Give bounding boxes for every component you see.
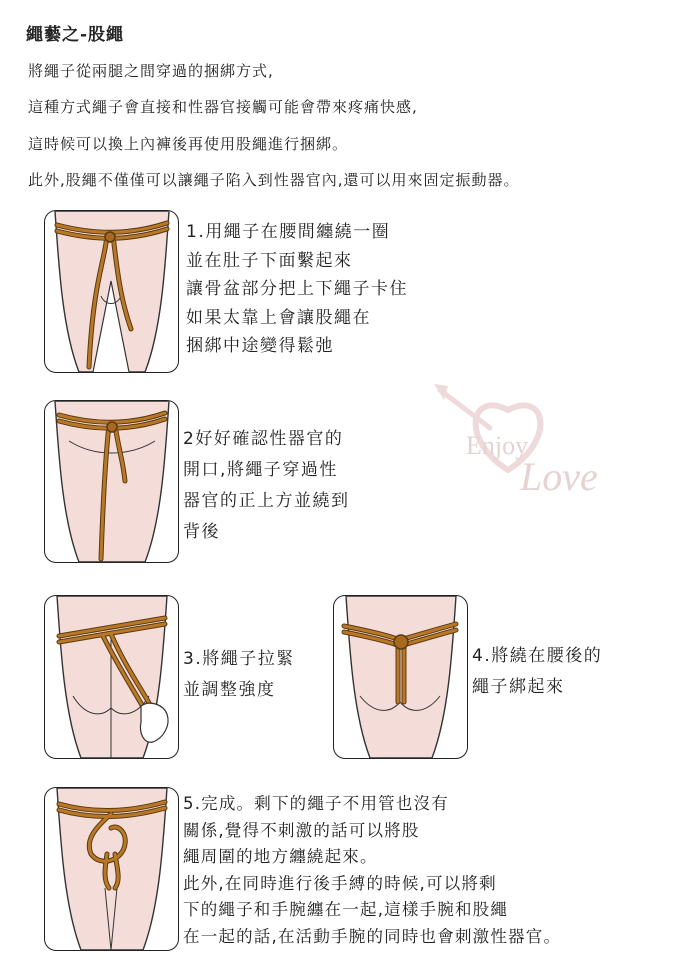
watermark-word-1: Enjoy bbox=[466, 431, 529, 460]
step-1-illustration bbox=[44, 210, 179, 373]
enjoy-love-watermark bbox=[430, 370, 640, 510]
step-5-text bbox=[183, 791, 561, 950]
step-line: 開口,將繩子穿過性 bbox=[183, 460, 338, 480]
step-line: 1.用繩子在腰間纏繞一圈 bbox=[186, 222, 391, 242]
step-2-illustration bbox=[44, 400, 179, 563]
step-line: 讓骨盆部分把上下繩子卡住 bbox=[186, 279, 408, 299]
intro-line: 這時候可以換上內褲後再使用股繩進行捆綁。 bbox=[28, 135, 349, 153]
intro-line: 這種方式繩子會直接和性器官接觸可能會帶來疼痛快感, bbox=[28, 98, 418, 116]
step-5-illustration bbox=[44, 787, 179, 951]
step-line: 關係,覺得不刺激的話可以將股 bbox=[183, 820, 420, 840]
step-line: 背後 bbox=[183, 522, 220, 542]
intro-line: 將繩子從兩腿之間穿過的捆綁方式, bbox=[28, 62, 274, 80]
watermark-word-2: Love bbox=[520, 454, 598, 499]
step-line: 並調整強度 bbox=[183, 680, 276, 700]
step-line: 如果太靠上會讓股繩在 bbox=[186, 307, 371, 328]
step-line: 3.將繩子拉緊 bbox=[183, 649, 295, 669]
step-line: 此外,在同時進行後手縛的時候,可以將剩 bbox=[183, 873, 497, 893]
step-3-text bbox=[183, 644, 295, 706]
step-line: 繩周圍的地方纏繞起來。 bbox=[183, 847, 378, 866]
step-line: 捆綁中途變得鬆弛 bbox=[186, 336, 334, 356]
step-4-illustration bbox=[333, 595, 468, 759]
step-4-text bbox=[472, 641, 602, 703]
step-line: 4.將繞在腰後的 bbox=[472, 646, 603, 666]
step-line: 2好好確認性器官的 bbox=[183, 429, 344, 449]
step-line: 下的繩子和手腕纏在一起,這樣手腕和股繩 bbox=[183, 900, 509, 919]
page-title: 繩藝之-股繩 bbox=[26, 25, 125, 45]
intro-line: 此外,股繩不僅僅可以讓繩子陷入到性器官內,還可以用來固定振動器。 bbox=[28, 171, 520, 189]
step-1-text bbox=[186, 218, 408, 361]
step-line: 器官的正上方並繞到 bbox=[183, 491, 350, 511]
step-3-illustration bbox=[44, 595, 179, 759]
step-2-text bbox=[183, 424, 350, 548]
step-line: 繩子綁起來 bbox=[472, 677, 565, 697]
step-line: 並在肚子下面繫起來 bbox=[186, 250, 353, 271]
step-line: 在一起的話,在活動手腕的同時也會刺激性器官。 bbox=[183, 926, 562, 946]
step-line: 5.完成。剩下的繩子不用管也沒有 bbox=[183, 794, 449, 813]
